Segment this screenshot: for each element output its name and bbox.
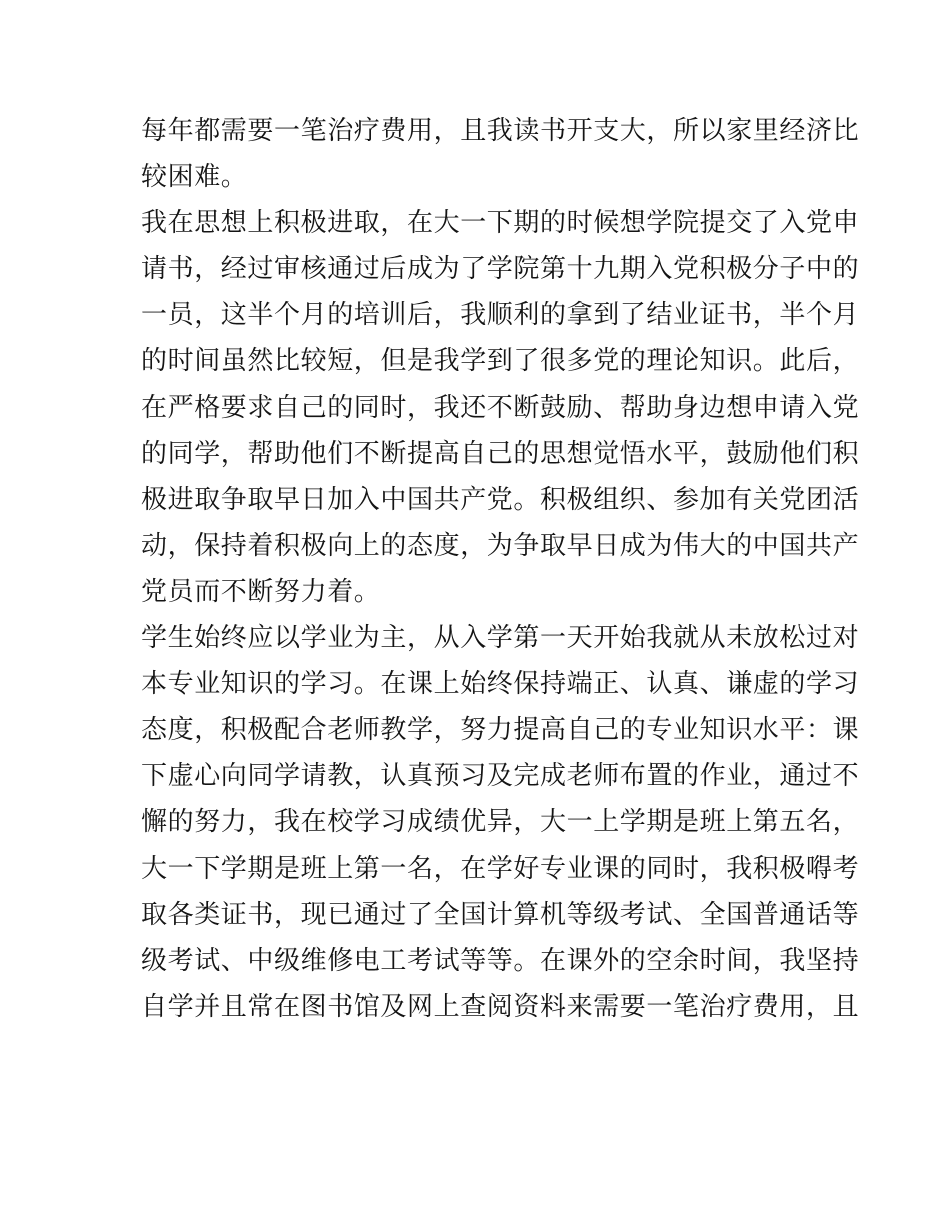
- text-line: 的时间虽然比较短，但是我学到了很多党的理论知识。此后，: [141, 346, 860, 377]
- text-line: 我在思想上积极进取，在大一下期的时候想学院提交了入党申: [141, 208, 860, 239]
- text-line: 大一下学期是班上第一名，在学好专业课的同时，我积极嘚考: [141, 853, 860, 884]
- text-line: 取各类证书，现已通过了全国计算机等级考试、全国普通话等: [141, 899, 860, 930]
- text-line: 每年都需要一笔治疗费用，且我读书开支大，所以家里经济比: [141, 116, 860, 146]
- text-line: 党员而不断努力着。: [141, 576, 381, 607]
- text-line: 较困难。: [141, 162, 248, 193]
- text-line: 下虚心向同学请教，认真预习及完成老师布置的作业，通过不: [141, 761, 860, 792]
- text-line: 懈的努力，我在校学习成绩优异，大一上学期是班上第五名，: [141, 807, 860, 838]
- text-line: 学生始终应以学业为主，从入学第一天开始我就从未放松过对: [141, 623, 860, 654]
- text-line: 本专业知识的学习。在课上始终保持端正、认真、谦虚的学习: [141, 669, 860, 700]
- text-line: 级考试、中级维修电工考试等等。在课外的空余时间，我坚持: [141, 945, 860, 976]
- text-line: 极进取争取早日加入中国共产党。积极组织、参加有关党团活: [141, 484, 860, 515]
- text-line: 在严格要求自己的同时，我还不断鼓励、帮助身边想申请入党: [141, 392, 860, 423]
- text-line: 的同学，帮助他们不断提高自己的思想觉悟水平，鼓励他们积: [141, 438, 860, 469]
- text-line: 一员，这半个月的培训后，我顺利的拿到了结业证书，半个月: [141, 300, 860, 331]
- text-line: 自学并且常在图书馆及网上查阅资料来需要一笔治疗费用，且: [141, 991, 860, 1022]
- text-line: 动，保持着积极向上的态度，为争取早日成为伟大的中国共产: [141, 530, 860, 561]
- text-line: 态度，积极配合老师教学，努力提高自己的专业知识水平：课: [141, 715, 860, 746]
- body-text: [141, 108, 860, 1030]
- text-line: 请书，经过审核通过后成为了学院第十九期入党积极分子中的: [141, 254, 860, 285]
